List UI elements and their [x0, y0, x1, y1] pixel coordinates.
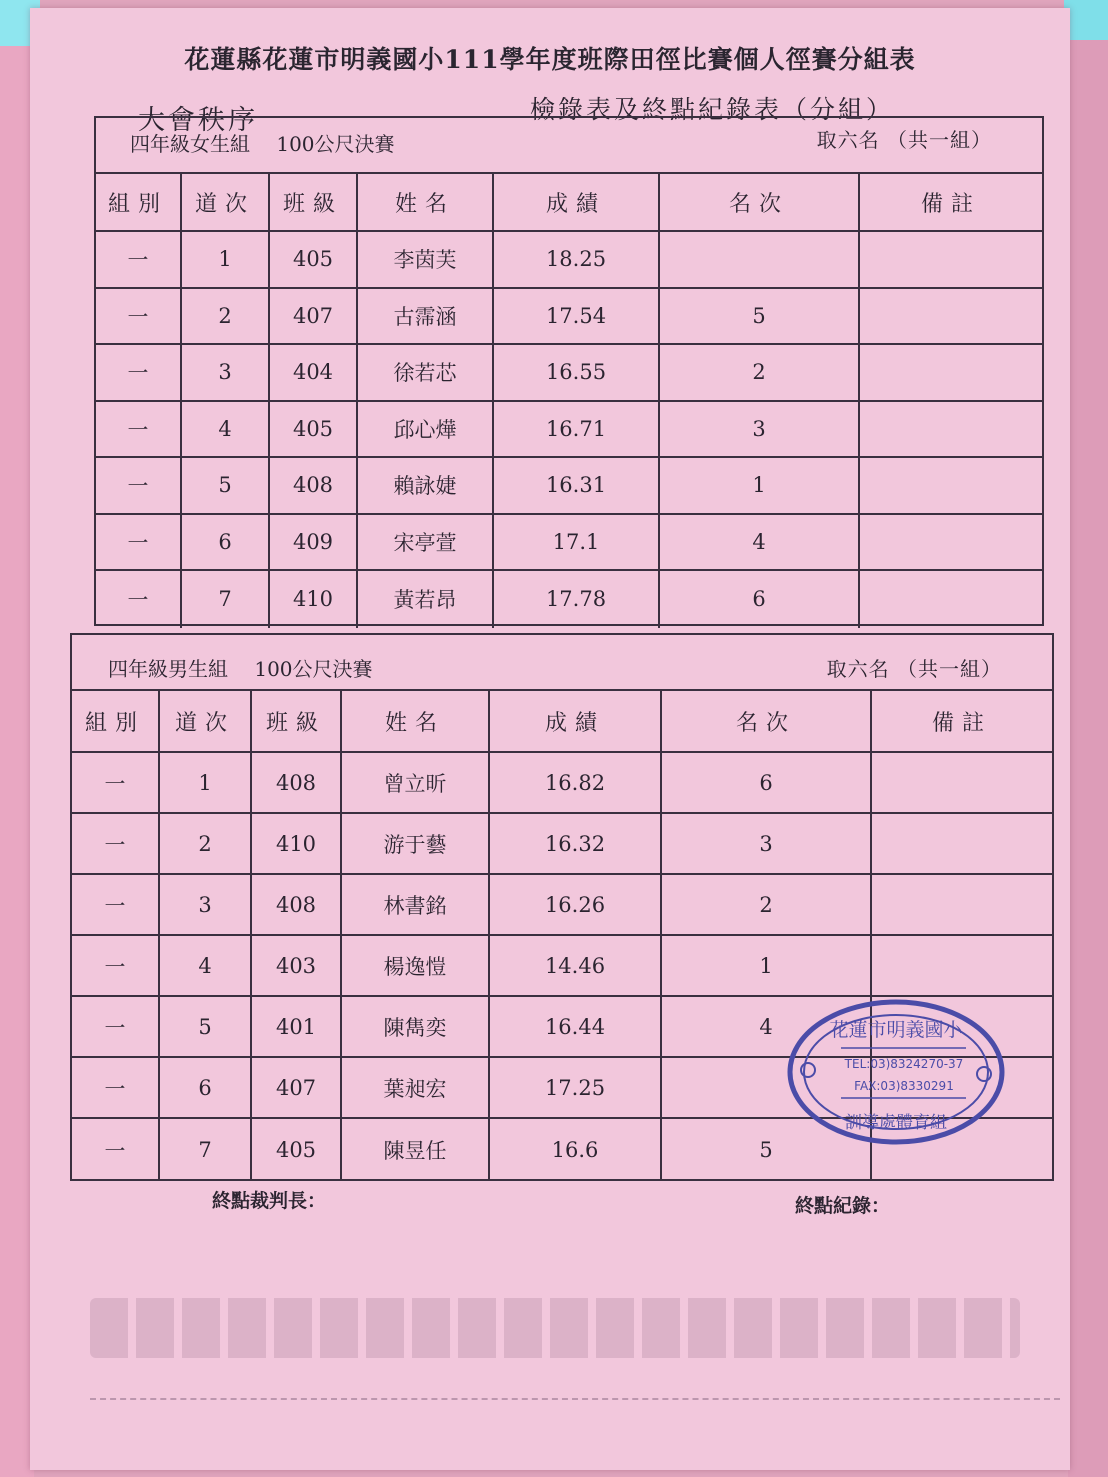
class-cell: 407 — [270, 289, 358, 344]
lane-cell: 5 — [182, 458, 270, 513]
group-cell: 一 — [72, 875, 160, 934]
result-cell: 17.54 — [494, 289, 660, 344]
rank-cell: 3 — [662, 814, 872, 873]
lane-cell: 7 — [182, 571, 270, 628]
girls-results-table — [94, 116, 1044, 626]
remark-cell — [872, 814, 1052, 873]
lane-cell: 7 — [160, 1119, 252, 1180]
name-cell: 邱心燁 — [358, 402, 494, 457]
result-cell: 16.31 — [494, 458, 660, 513]
name-cell: 黃若昂 — [358, 571, 494, 628]
table-row — [72, 753, 1052, 814]
table-row — [96, 345, 1042, 402]
header-name: 姓名 — [342, 691, 490, 751]
lane-cell: 2 — [160, 814, 252, 873]
class-cell: 401 — [252, 997, 342, 1056]
class-cell: 407 — [252, 1058, 342, 1117]
class-cell: 404 — [270, 345, 358, 400]
table-header-row — [96, 174, 1042, 232]
result-cell: 17.1 — [494, 515, 660, 570]
rank-cell: 5 — [662, 1119, 872, 1180]
rank-cell: 4 — [660, 515, 860, 570]
name-cell: 楊逸愷 — [342, 936, 490, 995]
class-cell: 410 — [252, 814, 342, 873]
class-cell: 410 — [270, 571, 358, 628]
class-cell: 408 — [252, 875, 342, 934]
class-cell: 405 — [270, 232, 358, 287]
table-caption — [72, 635, 1052, 689]
header-remark: 備註 — [920, 191, 981, 217]
rank-cell: 3 — [660, 402, 860, 457]
remark-cell — [860, 402, 1042, 457]
group-cell: 一 — [96, 571, 182, 628]
table-row — [96, 571, 1042, 628]
bleed-through-text — [90, 1298, 1020, 1358]
name-cell: 林書銘 — [342, 875, 490, 934]
group-cell: 一 — [72, 814, 160, 873]
result-cell: 16.55 — [494, 345, 660, 400]
lane-cell: 5 — [160, 997, 252, 1056]
name-cell: 古霈涵 — [358, 289, 494, 344]
rank-cell: 2 — [660, 345, 860, 400]
rank-cell: 1 — [660, 458, 860, 513]
name-cell: 游于藝 — [342, 814, 490, 873]
rank-cell: 6 — [662, 753, 872, 812]
header-lane: 道次 — [160, 691, 252, 751]
header-class: 班級 — [252, 691, 342, 751]
remark-cell — [860, 345, 1042, 400]
remark-cell — [860, 515, 1042, 570]
group-cell: 一 — [96, 458, 182, 513]
name-cell: 徐若芯 — [358, 345, 494, 400]
group-cell: 一 — [72, 936, 160, 995]
result-cell: 14.46 — [490, 936, 662, 995]
table-row — [72, 814, 1052, 875]
rank-cell: 6 — [660, 571, 860, 628]
remark-cell — [860, 571, 1042, 628]
remark-cell — [872, 936, 1052, 995]
bleed-through-line — [90, 1398, 1060, 1403]
result-cell: 16.82 — [490, 753, 662, 812]
name-cell: 曾立昕 — [342, 753, 490, 812]
rank-cell: 2 — [662, 875, 872, 934]
class-cell: 403 — [252, 936, 342, 995]
table-row — [72, 936, 1052, 997]
name-cell: 葉昶宏 — [342, 1058, 490, 1117]
group-cell: 一 — [72, 997, 160, 1056]
group-cell: 一 — [96, 402, 182, 457]
group-cell: 一 — [96, 345, 182, 400]
result-cell: 17.78 — [494, 571, 660, 628]
result-cell: 16.44 — [490, 997, 662, 1056]
lane-cell: 4 — [182, 402, 270, 457]
group-cell: 一 — [72, 1119, 160, 1180]
remark-cell — [860, 232, 1042, 287]
document-title: 花蓮縣花蓮市明義國小111學年度班際田徑比賽個人徑賽分組表 — [184, 45, 916, 74]
table-caption — [96, 118, 1042, 174]
rank-cell: 4 — [662, 997, 872, 1056]
qualify-note: 取六名 （共一組） — [816, 128, 992, 152]
header-group: 組別 — [96, 174, 182, 230]
table-row — [96, 232, 1042, 289]
schedule-label: 大會秩序 — [138, 105, 258, 136]
header-group: 組別 — [72, 691, 160, 751]
table-row — [96, 289, 1042, 346]
rank-cell: 5 — [660, 289, 860, 344]
header-remark: 備註 — [931, 710, 992, 736]
rank-cell: 1 — [662, 936, 872, 995]
group-cell: 一 — [72, 1058, 160, 1117]
background-left — [0, 0, 34, 1477]
class-cell: 408 — [252, 753, 342, 812]
event-caption: 四年級男生組 100公尺決賽 — [108, 657, 373, 681]
stamp-tel: TEL:03)8324270-37 — [844, 1057, 964, 1071]
table-header-row — [72, 689, 1052, 753]
event-caption: 四年級女生組 100公尺決賽 — [130, 132, 395, 156]
table-row — [72, 875, 1052, 936]
name-cell: 宋亭萱 — [358, 515, 494, 570]
header-result: 成績 — [494, 174, 660, 230]
lane-cell: 3 — [182, 345, 270, 400]
header-name: 姓名 — [358, 174, 494, 230]
stamp-fax: FAX:03)8330291 — [854, 1079, 954, 1093]
group-cell: 一 — [96, 289, 182, 344]
stamp-school-name: 花蓮市明義國小 — [829, 1019, 963, 1041]
header-class: 班級 — [270, 174, 358, 230]
name-cell: 陳昱任 — [342, 1119, 490, 1180]
group-cell: 一 — [72, 753, 160, 812]
paper-sheet — [30, 8, 1070, 1470]
group-cell: 一 — [96, 515, 182, 570]
class-cell: 409 — [270, 515, 358, 570]
group-cell: 一 — [96, 232, 182, 287]
class-cell: 408 — [270, 458, 358, 513]
class-cell: 405 — [270, 402, 358, 457]
remark-cell — [860, 458, 1042, 513]
header-rank: 名次 — [660, 174, 860, 230]
remark-cell — [872, 753, 1052, 812]
name-cell: 賴詠婕 — [358, 458, 494, 513]
table-row — [96, 458, 1042, 515]
remark-cell — [872, 875, 1052, 934]
lane-cell: 3 — [160, 875, 252, 934]
table-row — [96, 515, 1042, 572]
header-result: 成績 — [490, 691, 662, 751]
header-rank: 名次 — [662, 691, 872, 751]
class-cell: 405 — [252, 1119, 342, 1180]
chief-judge-signature-label: 終點裁判長： — [212, 1190, 327, 1212]
school-seal-stamp — [786, 998, 1006, 1146]
background-right — [1068, 0, 1108, 1477]
lane-cell: 2 — [182, 289, 270, 344]
lane-cell: 1 — [182, 232, 270, 287]
rank-cell — [660, 232, 860, 287]
lane-cell: 4 — [160, 936, 252, 995]
finish-recorder-signature-label: 終點紀錄： — [795, 1195, 891, 1217]
header-lane: 道次 — [182, 174, 270, 230]
record-form-label: 檢錄表及終點紀錄表（分組） — [530, 95, 895, 124]
result-cell: 16.6 — [490, 1119, 662, 1180]
lane-cell: 1 — [160, 753, 252, 812]
qualify-note: 取六名 （共一組） — [826, 657, 1002, 681]
result-cell: 16.32 — [490, 814, 662, 873]
name-cell: 陳雋奕 — [342, 997, 490, 1056]
tape-strip-right — [1064, 0, 1108, 40]
result-cell: 16.71 — [494, 402, 660, 457]
result-cell: 16.26 — [490, 875, 662, 934]
result-cell: 17.25 — [490, 1058, 662, 1117]
table-row — [96, 402, 1042, 459]
remark-cell — [860, 289, 1042, 344]
result-cell: 18.25 — [494, 232, 660, 287]
name-cell: 李茵芙 — [358, 232, 494, 287]
stamp-department: 訓導處體育組 — [845, 1113, 947, 1133]
lane-cell: 6 — [182, 515, 270, 570]
lane-cell: 6 — [160, 1058, 252, 1117]
